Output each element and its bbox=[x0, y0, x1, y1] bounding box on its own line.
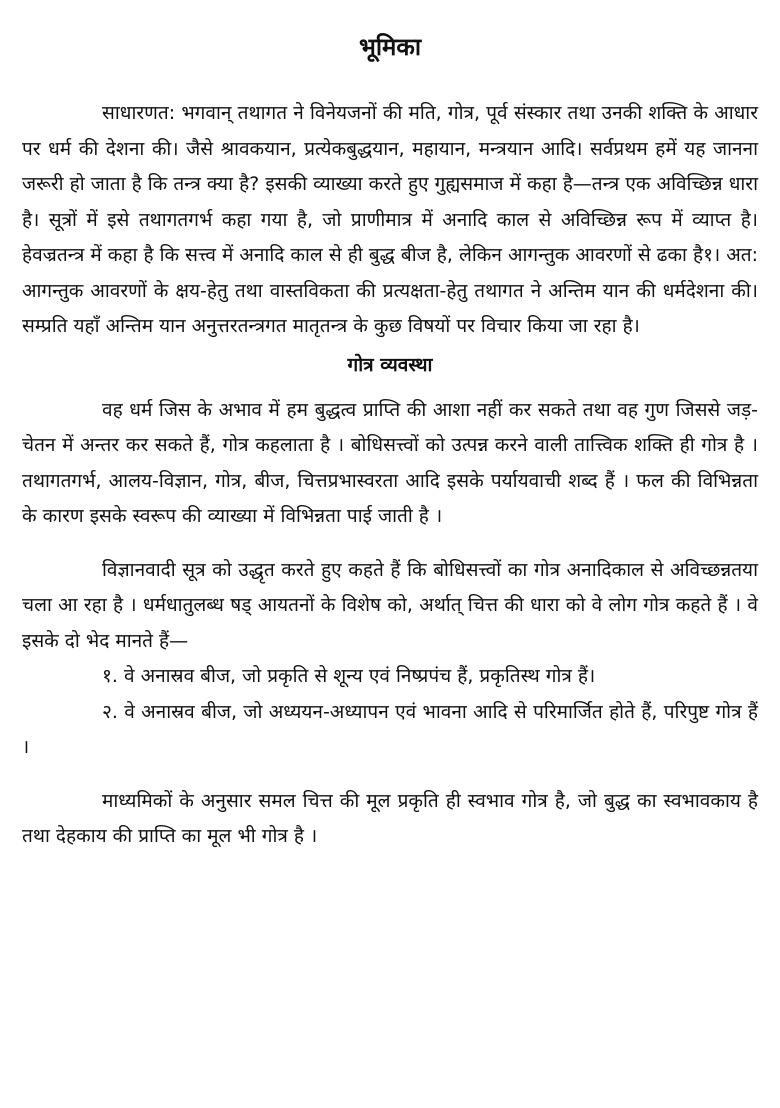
list-item-paripushta: २. वे अनास्रव बीज, जो अध्ययन-अध्यापन एवं भावना आदि से परिमार्जित होते हैं, परिपुष्ट गोत्र हैं । bbox=[22, 700, 758, 758]
paragraph-madhyamika: माध्यमिकों के अनुसार समल चित्त की मूल प्रकृति ही स्वभाव गोत्र है, जो बुद्ध का स्वभावकाय है तथा देहकाय की प्राप्ति का मूल भी गोत्र है । bbox=[22, 789, 758, 847]
section-heading: गोत्र व्यवस्था bbox=[347, 353, 433, 376]
page-title: भूमिका bbox=[358, 33, 422, 61]
list-item-prakritistha: १. वे अनास्रव बीज, जो प्रकृति से शून्य एवं निष्प्रपंच हैं, प्रकृतिस्थ गोत्र हैं। bbox=[102, 665, 596, 687]
paragraph-vijnanavadi: विज्ञानवादी सूत्र को उद्धृत करते हुए कहते हैं कि बोधिसत्त्वों का गोत्र अनादिकाल से अविच्छन्नतया चला आ रहा है । धर्मधातुलब्ध षड् आयतनों के विशेष को, अर्थात् चित्त की धारा को वे लोग गोत्र कहते हैं । वे इसके दो भेद मानते हैं— bbox=[22, 558, 758, 652]
paragraph-gotra-definition: वह धर्म जिस के अभाव में हम बुद्धत्व प्राप्ति की आशा नहीं कर सकते तथा वह गुण जिससे जड़-चेतन में अन्तर कर सकते हैं, गोत्र कहलाता है । बोधिसत्त्वों को उत्पन्न करने वाली तात्त्विक शक्ति ही गोत्र है । तथागतगर्भ, आलय-विज्ञान, गोत्र, बीज, चित्तप्रभास्वरता आदि इसके पर्यायवाची शब्द हैं । फल की विभिन्नता के कारण इसके स्वरूप की व्याख्या में विभिन्नता पाई जाती है । bbox=[22, 398, 758, 527]
intro-paragraph: साधारणत: भगवान् तथागत ने विनेयजनों की मति, गोत्र, पूर्व संस्कार तथा उनकी शक्ति के आधार पर धर्म की देशना की। जैसे श्रावकयान, प्रत्येकबुद्धयान, महायान, मन्त्रयान आदि। सर्वप्रथम हमें यह जानना जरूरी हो जाता है कि तन्त्र क्या है? इसकी व्याख्या करते हुए गुह्यसमाज में कहा है—तन्त्र एक अविच्छिन्न धारा है। सूत्रों में इसे तथागतगर्भ कहा गया है, जो प्राणीमात्र में अनादि काल से अविच्छिन्न रूप में व्याप्त है। हेवज्रतन्त्र में कहा है कि सत्त्व में अनादि काल से ही बुद्ध बीज है, लेकिन आगन्तुक आवरणों से ढका है१। अत: आगन्तुक आवरणों के क्षय-हेतु तथा वास्तविकता की प्रत्यक्षता-हेतु तथागत ने अन्तिम यान की धर्मदेशना की। सम्प्रति यहाँ अन्तिम यान अनुत्तरतन्त्रगत मातृतन्त्र के कुछ विषयों पर विचार किया जा रहा है। bbox=[22, 102, 758, 337]
